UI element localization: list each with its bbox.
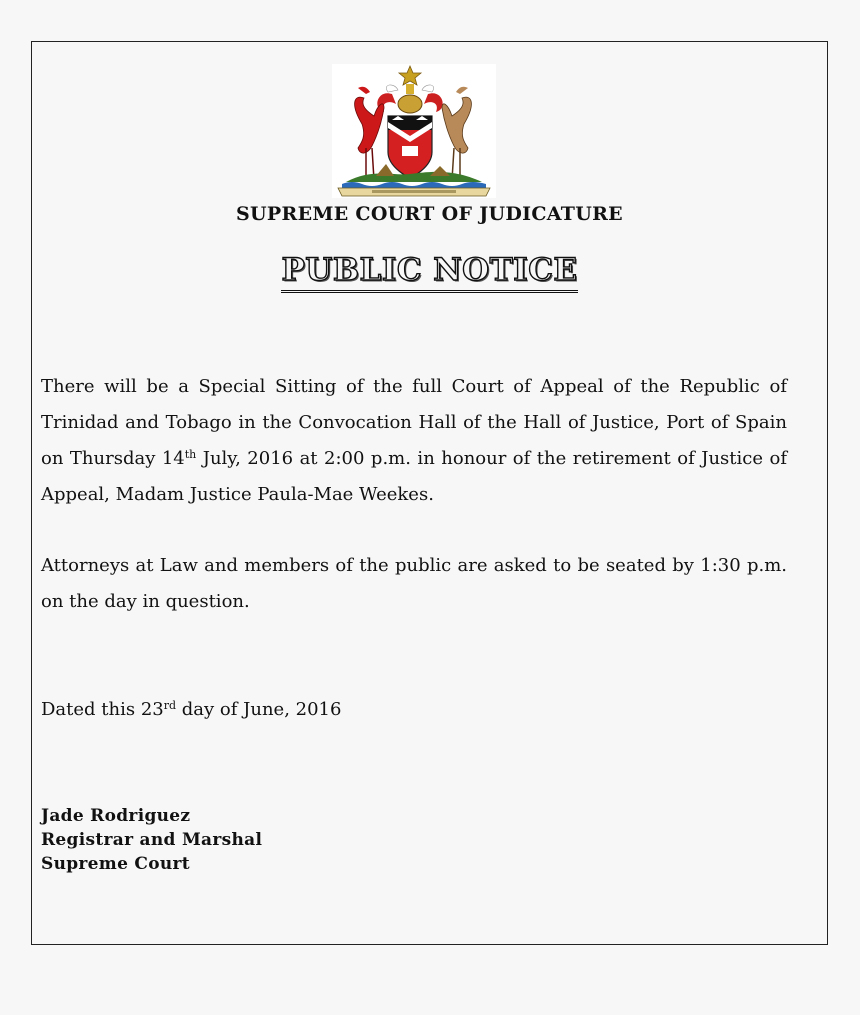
sitting-text-start: There will be a Special Sitting of the full Court of Appeal of the Republic of Trinidad and Tobago in the Convocation Hall of the Hall of Justice, Port of Spain on Thursday 14 — [41, 376, 787, 469]
coat-of-arms-emblem — [332, 64, 496, 198]
date-ordinal-suffix: th — [184, 448, 197, 461]
dated-text-end: day of June, 2016 — [176, 699, 342, 720]
notice-frame — [31, 41, 828, 945]
signatory-name: Jade Rodriguez — [41, 806, 191, 826]
notice-paragraph-seating: Attorneys at Law and members of the public are asked to be seated by 1:30 p.m. on the day in question. — [41, 555, 787, 612]
notice-title-text: PUBLIC NOTICE — [281, 252, 577, 293]
signatory-position: Registrar and Marshal — [41, 830, 263, 850]
dated-ordinal-suffix: rd — [163, 699, 177, 712]
signatory-office: Supreme Court — [41, 854, 190, 874]
sitting-text-end: July, 2016 at 2:00 p.m. in honour of the retirement of Justice of Appeal, Madam Justice Paula-Mae Weekes. — [41, 448, 787, 505]
dated-text-start: Dated this 23 — [41, 699, 164, 720]
court-name-heading: SUPREME COURT OF JUDICATURE — [236, 203, 623, 225]
notice-paragraph-sitting — [41, 369, 787, 513]
notice-title — [32, 252, 827, 288]
signature-block — [41, 804, 262, 876]
dated-line — [41, 692, 341, 728]
